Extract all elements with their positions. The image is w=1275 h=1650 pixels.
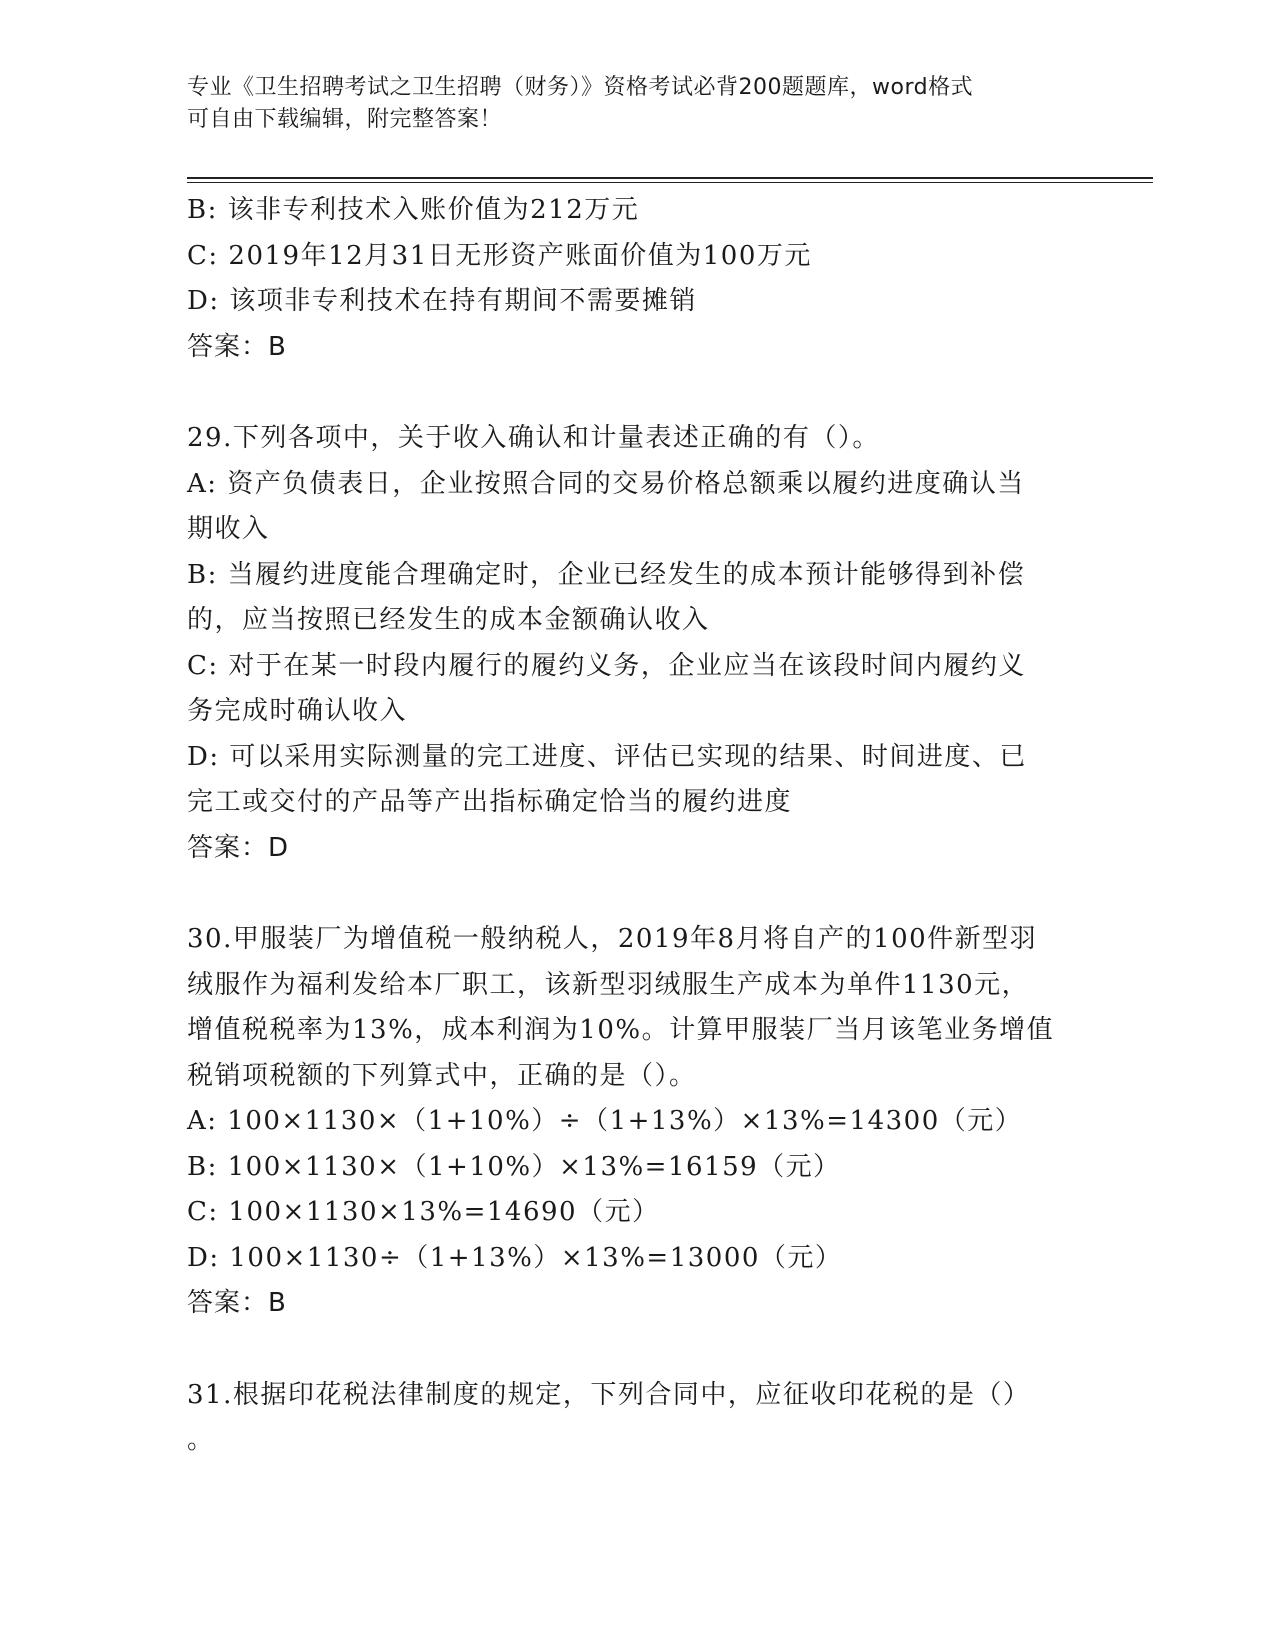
q31-stem-line-2: 。 xyxy=(187,1425,215,1455)
q29-option-a-line-2: 期收入 xyxy=(187,514,270,544)
question-30 xyxy=(187,917,1087,1327)
q29-option-d-line-2: 完工或交付的产品等产出指标确定恰当的履约进度 xyxy=(187,787,793,817)
q28-option-d: D: 该项非专利技术在持有期间不需要摊销 xyxy=(187,286,697,316)
question-spacer xyxy=(187,871,1087,917)
q29-option-a-line-1: A: 资产负债表日，企业按照合同的交易价格总额乘以履约进度确认当 xyxy=(187,468,1025,499)
q30-option-b: B: 100×1130×（1+10%）×13%=16159（元） xyxy=(187,1151,841,1182)
question-spacer xyxy=(187,1327,1087,1373)
question-31 xyxy=(187,1373,1087,1464)
header-divider-thick xyxy=(187,177,1153,179)
q29-option-c-line-1: C: 对于在某一时段内履行的履约义务，企业应当在该段时间内履约义 xyxy=(187,650,1026,681)
q30-option-c: C: 100×1130×13%=14690（元） xyxy=(187,1197,660,1227)
q30-stem-line-3: 增值税税率为13%，成本利润为10%。计算甲服装厂当月该笔业务增值 xyxy=(187,1015,1055,1045)
header-title-line-1: 专业《卫生招聘考试之卫生招聘（财务）》资格考试必背200题题库，word格式 xyxy=(187,75,974,100)
document-body xyxy=(187,188,1087,1464)
header-title-line-2: 可自由下载编辑，附完整答案！ xyxy=(187,107,503,132)
q30-stem-line-1: 30.甲服装厂为增值税一般纳税人，2019年8月将自产的100件新型羽 xyxy=(187,924,1038,954)
q31-stem-line-1: 31.根据印花税法律制度的规定，下列合同中，应征收印花税的是（） xyxy=(187,1379,1031,1410)
question-29 xyxy=(187,416,1087,871)
q30-option-a: A: 100×1130×（1+10%）÷（1+13%）×13%=14300（元） xyxy=(187,1106,1023,1136)
q30-option-d: D: 100×1130÷（1+13%）×13%=13000（元） xyxy=(187,1242,843,1273)
q28-answer: 答案：B xyxy=(187,331,287,362)
q29-option-b-line-2: 的，应当按照已经发生的成本金额确认收入 xyxy=(187,605,710,635)
q29-stem: 29.下列各项中，关于收入确认和计量表述正确的有（）。 xyxy=(187,423,880,453)
q28-option-c: C: 2019年12月31日无形资产账面价值为100万元 xyxy=(187,240,812,271)
q30-answer: 答案：B xyxy=(187,1288,287,1318)
q29-answer: 答案：D xyxy=(187,832,290,863)
q29-option-b-line-1: B: 当履约进度能合理确定时，企业已经发生的成本预计能够得到补偿 xyxy=(187,559,1026,590)
question-spacer xyxy=(187,370,1087,416)
q30-stem-line-2: 绒服作为福利发给本厂职工，该新型羽绒服生产成本为单件1130元， xyxy=(187,969,1030,1000)
document-header xyxy=(187,72,1087,136)
q30-stem-line-4: 税销项税额的下列算式中，正确的是（）。 xyxy=(187,1060,697,1091)
question-28-tail xyxy=(187,188,1087,370)
q29-option-c-line-2: 务完成时确认收入 xyxy=(187,696,408,726)
q28-option-b: B: 该非专利技术入账价值为212万元 xyxy=(187,195,640,225)
header-divider-thin xyxy=(187,182,1153,183)
q29-option-d-line-1: D: 可以采用实际测量的完工进度、评估已实现的结果、时间进度、已 xyxy=(187,741,1027,772)
